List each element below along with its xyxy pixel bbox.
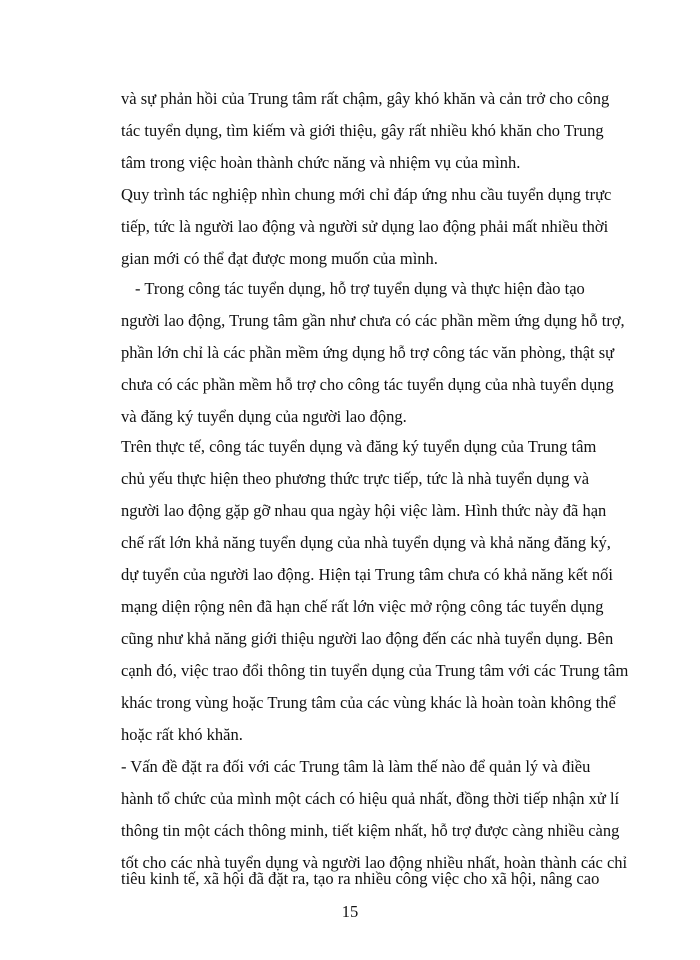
text-line: người lao động gặp gỡ nhau qua ngày hội việc làm. Hình thức này đã hạn [121, 501, 607, 520]
text-line: dự tuyển của người lao động. Hiện tại Trung tâm chưa có khả năng kết nối [121, 565, 613, 584]
text-line: hành tổ chức của mình một cách có hiệu quả nhất, đồng thời tiếp nhận xử lí [121, 789, 620, 808]
text-line: chế rất lớn khả năng tuyển dụng của nhà tuyển dụng và khả năng đăng ký, [121, 533, 611, 552]
text-line: tác tuyển dụng, tìm kiếm và giới thiệu, gây rất nhiều khó khăn cho Trung [121, 121, 604, 140]
text-line: và sự phản hồi của Trung tâm rất chậm, gây khó khăn và cản trở cho công [121, 89, 610, 108]
text-line: Trên thực tế, công tác tuyển dụng và đăng ký tuyển dụng của Trung tâm [121, 437, 597, 456]
text-line: thông tin một cách thông minh, tiết kiệm nhất, hỗ trợ được càng nhiều càng [121, 821, 620, 840]
text-line: cạnh đó, việc trao đổi thông tin tuyển dụng của Trung tâm với các Trung tâm [121, 661, 629, 680]
text-line: tâm trong việc hoàn thành chức năng và nhiệm vụ của mình. [121, 153, 521, 172]
text-line: tốt cho các nhà tuyển dụng và người lao động nhiều nhất, hoàn thành các chỉ [121, 853, 628, 872]
text-line: người lao động, Trung tâm gần như chưa có các phần mềm ứng dụng hỗ trợ, [121, 311, 625, 330]
text-line: chủ yếu thực hiện theo phương thức trực tiếp, tức là nhà tuyển dụng và [121, 469, 590, 488]
text-line: phần lớn chỉ là các phần mềm ứng dụng hỗ trợ công tác văn phòng, thật sự [121, 343, 615, 362]
text-line: Quy trình tác nghiệp nhìn chung mới chỉ đáp ứng nhu cầu tuyển dụng trực [121, 185, 612, 204]
text-line: - Vấn đề đặt ra đối với các Trung tâm là làm thế nào để quản lý và điều [121, 757, 591, 776]
text-line: gian mới có thể đạt được mong muốn của mình. [121, 249, 438, 268]
text-line: cũng như khả năng giới thiệu người lao động đến các nhà tuyển dụng. Bên [121, 629, 614, 648]
page-number: 15 [341, 902, 359, 921]
text-line: tiếp, tức là người lao động và người sử dụng lao động phải mất nhiều thời [121, 217, 609, 236]
text-line: mạng diện rộng nên đã hạn chế rất lớn việc mở rộng công tác tuyển dụng [121, 597, 604, 616]
text-line: chưa có các phần mềm hỗ trợ cho công tác tuyển dụng của nhà tuyển dụng [121, 375, 614, 394]
text-line: tiêu kinh tế, xã hội đã đặt ra, tạo ra nhiều công việc cho xã hội, nâng cao [121, 869, 600, 888]
text-line: - Trong công tác tuyển dụng, hỗ trợ tuyển dụng và thực hiện đào tạo [135, 279, 585, 298]
text-line: và đăng ký tuyển dụng của người lao động. [121, 407, 407, 426]
text-line: hoặc rất khó khăn. [121, 725, 243, 744]
text-line: khác trong vùng hoặc Trung tâm của các vùng khác là hoàn toàn không thể [121, 693, 616, 712]
